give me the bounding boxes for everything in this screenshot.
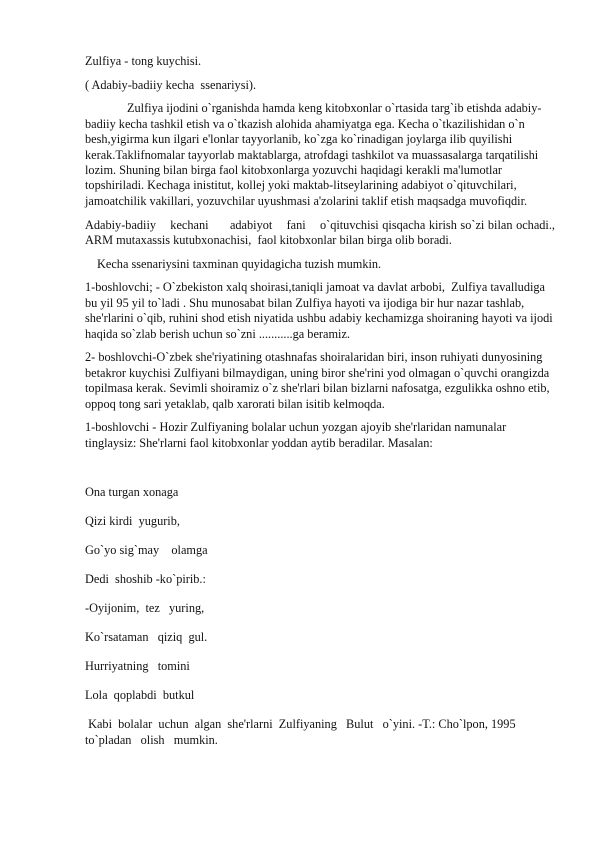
paragraph-host-1-poems: 1-boshlovchi - Hozir Zulfiyaning bolalar uchun yozgan ajoyib she'rlaridan namunalar tinglaysiz: She'rlarni faol kitobxonlar yoddan aytib beradilar. Masalan:	[85, 420, 510, 450]
paragraph-host-1: 1-boshlovchi; - O`zbekiston xalq shoirasi,taniqli jamoat va davlat arbobi, Zulfiya tavalludiga bu yil 95 yil to`ladi . Shu munosabat bilan Zulfiya hayoti va ijodiga bir hur nazar tashlab, she'rlarini o`qib, ruhini shod etish niyatida ushbu adabiy kechamizga shoiraning hayoti va ijodi haqida so`zlab berish uchun so`zni ...........ga beramiz.	[85, 280, 556, 341]
paragraph-host-2: 2- boshlovchi-O`zbek she'riyatining otashnafas shoiralaridan biri, inson ruhiyati dunyosining betakror kuychisi Zulfiyani bilmaydigan, uning biror she'rini yod olmagan o`quvchi orangizda topilmasa kerak. Sevimli shoiramiz o`z she'rlari bilan bizlarni nafosatga, ezgulikka oshno etib, oppoq tong sari yetaklab, qalb xarorati bilan isitib kelmoqda.	[85, 350, 553, 411]
paragraph-intro: Zulfiya ijodini o`rganishda hamda keng kitobxonlar o`rtasida targ`ib etishda adabiy-badiiy kecha tashkil etish va o`tkazish alohida ahamiyatga ega. Kecha o`tkazilishidan o`n besh,yigirma kun ilgari e'lonlar tayyorlanib, ko`zga ko`rinadigan joylarga ilib quyilishi kerak.Taklifnomalar tayyorlab maktablarga, atrofdagi tashkilot va muassasalarga tarqatilishi lozim. Shuning bilan birga faol kitobxonlarga yozuvchi haqidagi kerakli ma'lumotlar topshiriladi. Kechaga inistitut, kollej yoki maktab-litseylarining adabiyot o`qituvchilari, jamoatchilik vakillari, yozuvchilar uyushmasi a'zolarini taklif etish maqsadga muvofiqdir.	[85, 101, 542, 208]
poem-line: Ko`rsataman qiziq gul.	[85, 630, 208, 645]
poem-line: Lola qoplabdi butkul	[85, 688, 195, 703]
document-page	[85, 54, 558, 756]
source-note: Kabi bolalar uchun algan she'rlarni Zulfiyaning Bulut o`yini. -T.: Cho`lpon, 1995 to`pladan olish mumkin.	[85, 717, 519, 747]
poem-line: Qizi kirdi yugurib,	[85, 514, 180, 529]
spacer	[85, 459, 555, 485]
poem-line: -Oyijonim, tez yuring,	[85, 601, 205, 616]
paragraph-opening: Adabiy-badiiy kechani adabiyot fani o`qituvchisi qisqacha kirish so`zi bilan ochadi., ARM mutaxassis kutubxonachisi, faol kitobxonlar bilan birga olib boradi.	[85, 217, 558, 247]
paragraph-scenario-note: Kecha ssenariysini taxminan quyidagicha tuzish mumkin.	[97, 256, 382, 271]
poem	[85, 485, 555, 703]
poem-line: Dedi shoshib -ko`pirib.:	[85, 572, 206, 587]
document-title: Zulfiya - tong kuychisi.	[85, 54, 202, 68]
poem-line: Go`yo sig`may olamga	[85, 543, 208, 558]
document-subtitle: ( Adabiy-badiiy kecha ssenariysi).	[85, 77, 257, 92]
poem-line: Ona turgan xonaga	[85, 485, 179, 500]
poem-line: Hurriyatning tomini	[85, 659, 190, 674]
